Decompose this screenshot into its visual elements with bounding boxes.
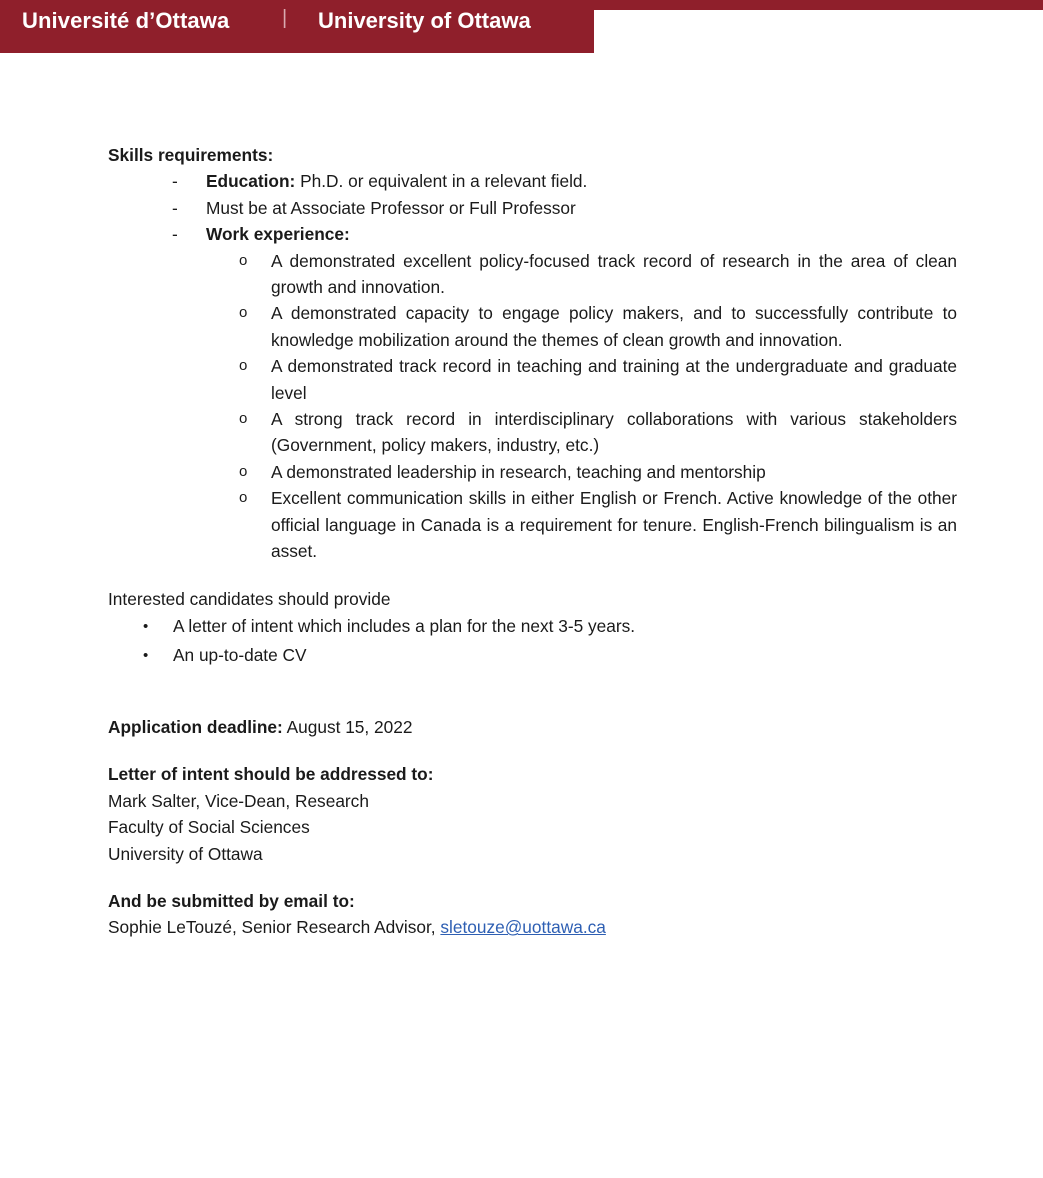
addressed-line: Faculty of Social Sciences: [108, 817, 310, 838]
university-banner: [0, 0, 594, 53]
work-experience-text: A demonstrated track record in teaching and training at the undergraduate and graduate level: [271, 356, 957, 403]
circle-marker: o: [239, 357, 248, 375]
skills-item-label: Education:: [206, 171, 296, 192]
work-experience-text: Excellent communication skills in either English or French. Active knowledge of the other official language in Canada is a requirement for tenure. English-French bilingualism is an asset.: [271, 488, 957, 562]
submission-heading: And be submitted by email to:: [108, 890, 355, 911]
addressed-line: Mark Salter, Vice-Dean, Research: [108, 790, 369, 811]
circle-marker: o: [239, 462, 248, 480]
work-experience-item: [108, 459, 957, 485]
work-experience-item: [108, 248, 957, 301]
skills-item-text: Must be at Associate Professor or Full Professor: [206, 197, 576, 218]
deadline-label: Application deadline:: [108, 716, 283, 737]
skills-item-rank: [108, 195, 957, 221]
skills-heading: Skills requirements:: [108, 145, 274, 165]
addressed-line: University of Ottawa: [108, 843, 263, 864]
candidates-item: [108, 641, 957, 670]
dash-marker: -: [172, 197, 178, 218]
addressed-heading: Letter of intent should be addressed to:: [108, 764, 434, 785]
banner-name-en: University of Ottawa: [318, 8, 531, 33]
work-experience-text: A demonstrated excellent policy-focused track record of research in the area of clean growth and innovation.: [271, 250, 957, 298]
work-experience-text: A strong track record in interdisciplinary collaborations with various stakeholders (Government, policy makers, industry, etc.): [271, 409, 957, 456]
submission-contact: Sophie LeTouzé, Senior Research Advisor,: [108, 917, 441, 938]
deadline-value: August 15, 2022: [282, 716, 413, 737]
bullet-marker: •: [143, 617, 149, 635]
skills-item-label: Work experience:: [206, 224, 350, 245]
work-experience-list: [108, 248, 957, 565]
candidates-intro: Interested candidates should provide: [108, 588, 391, 609]
work-experience-item: [108, 406, 957, 459]
circle-marker: o: [239, 410, 248, 428]
candidates-list: [108, 612, 957, 670]
banner-separator: |: [282, 7, 288, 29]
skills-list: [108, 168, 957, 247]
candidates-item-text: A letter of intent which includes a plan for the next 3-5 years.: [173, 615, 636, 636]
candidates-item: [108, 612, 957, 641]
circle-marker: o: [239, 489, 248, 507]
deadline-line: [108, 714, 957, 740]
skills-item-education: [108, 168, 957, 194]
dash-marker: -: [172, 224, 178, 245]
document-body: [108, 142, 957, 941]
work-experience-text: A demonstrated leadership in research, teaching and mentorship: [271, 461, 766, 482]
work-experience-item: [108, 300, 957, 353]
submission-line: [108, 914, 957, 940]
skills-item-text: Ph.D. or equivalent in a relevant field.: [295, 171, 588, 192]
bullet-marker: •: [143, 646, 149, 664]
skills-item-work-experience: [108, 221, 957, 247]
email-link[interactable]: sletouze@uottawa.ca: [440, 917, 606, 938]
circle-marker: o: [239, 251, 248, 269]
banner-name-fr: Université d’Ottawa: [22, 8, 230, 33]
work-experience-item: [108, 353, 957, 406]
dash-marker: -: [172, 171, 178, 192]
candidates-item-text: An up-to-date CV: [173, 644, 307, 665]
work-experience-item: [108, 485, 957, 564]
work-experience-text: A demonstrated capacity to engage policy makers, and to successfully contribute to knowledge mobilization around the themes of clean growth and innovation.: [271, 303, 957, 350]
circle-marker: o: [239, 304, 248, 322]
